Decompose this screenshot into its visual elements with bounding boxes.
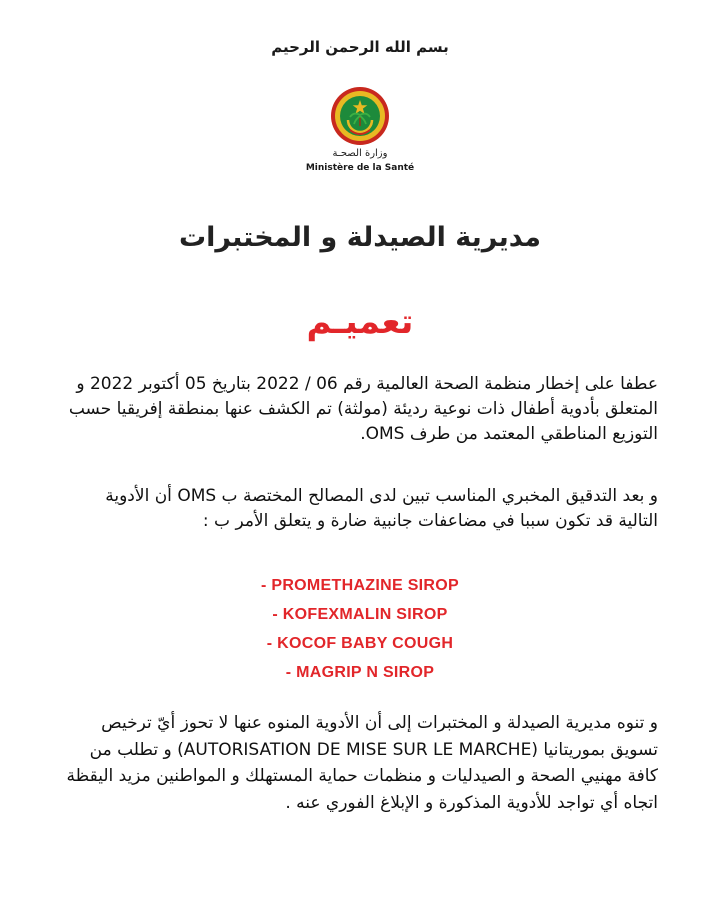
medication-item: - KOCOF BABY COUGH <box>266 635 454 652</box>
medication-list <box>0 571 720 687</box>
medication-item: - PROMETHAZINE SIROP <box>260 577 459 594</box>
directorate-title: مديرية الصيدلة و المختبرات <box>178 222 542 253</box>
paragraph-warning: و تنوه مديرية الصيدلة و المختبرات إلى أن الأدوية المنوه عنها لا تحوز أيّ ترخيص تسويق بموريتانيا (AUTORISATION DE MISE SUR LE MARCHE) و تطلب من كافة مهنيي الصحة و الصيدليات و منظمات حماية المستهلك و المواطنين مزيد اليقظة اتجاه أي تواجد للأدوية المذكورة و الإبلاغ الفوري عنه . <box>66 713 658 813</box>
basmala: بسم الله الرحمن الرحيم <box>271 38 449 56</box>
ministry-name-french: Ministère de la Santé <box>305 163 415 173</box>
paragraph-lab-verification: و بعد التدقيق المخبري المناسب تبين لدى المصالح المختصة ب OMS أن الأدوية التالية قد تكون سببا في مضاعفات جانبية ضارة و يتعلق الأمر ب : <box>105 486 658 531</box>
medication-item: - KOFEXMALIN SIROP <box>272 606 448 623</box>
ministry-name-arabic: وزارة الصحـة <box>332 148 388 159</box>
medication-item: - MAGRIP N SIROP <box>285 664 435 681</box>
circular-heading: تعميـم <box>306 302 414 342</box>
paragraph-who-notice: عطفا على إخطار منظمة الصحة العالمية رقم 06 / 2022 بتاريخ 05 أكتوبر 2022 و المتعلق بأدوية أطفال ذات نوعية رديئة (مولثة) تم الكشف عنها بمنطقة إفريقيا حسب التوزيع المناطقي المعتمد من طرف OMS. <box>68 374 658 444</box>
mauritania-coat-of-arms-icon <box>330 86 390 146</box>
